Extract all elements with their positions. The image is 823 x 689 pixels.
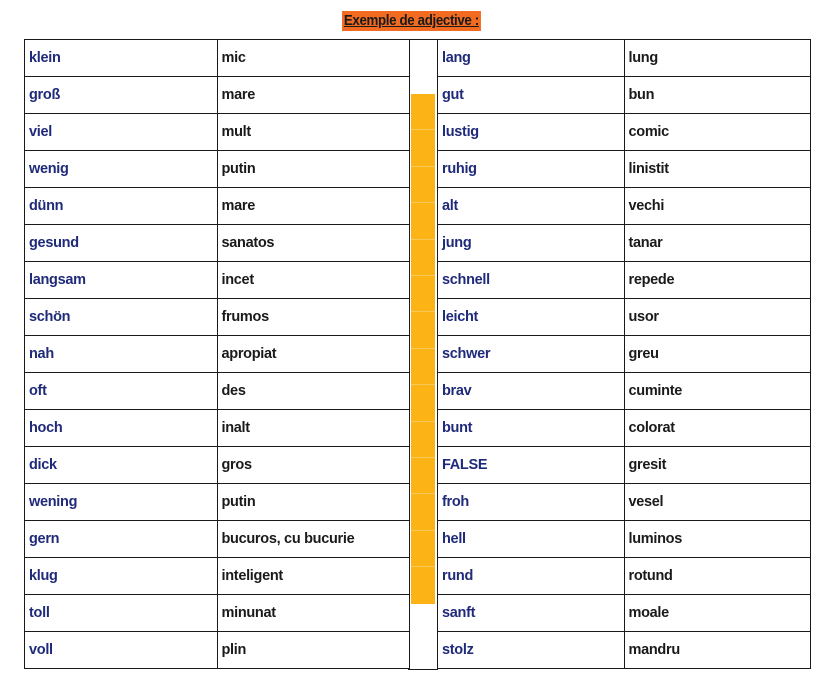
romanian-translation: vesel — [624, 484, 811, 521]
german-word: nah — [25, 336, 218, 373]
table-row — [25, 77, 410, 114]
table-row — [25, 632, 410, 669]
romanian-translation: frumos — [217, 299, 410, 336]
table-row — [438, 410, 811, 447]
romanian-translation: inteligent — [217, 558, 410, 595]
table-row — [438, 40, 811, 77]
adjective-table-left — [24, 39, 410, 669]
german-word: dünn — [25, 188, 218, 225]
german-word: hell — [438, 521, 625, 558]
table-row — [25, 151, 410, 188]
german-word: schnell — [438, 262, 625, 299]
romanian-translation: plin — [217, 632, 410, 669]
romanian-translation: incet — [217, 262, 410, 299]
table-row — [25, 225, 410, 262]
german-word: FALSE — [438, 447, 625, 484]
german-word: alt — [438, 188, 625, 225]
romanian-translation: minunat — [217, 595, 410, 632]
romanian-translation: linistit — [624, 151, 811, 188]
romanian-translation: rotund — [624, 558, 811, 595]
romanian-translation: vechi — [624, 188, 811, 225]
german-word: toll — [25, 595, 218, 632]
german-word: lang — [438, 40, 625, 77]
orange-divider-bar — [411, 94, 435, 604]
table-row — [438, 595, 811, 632]
german-word: lustig — [438, 114, 625, 151]
romanian-translation: mic — [217, 40, 410, 77]
table-row — [25, 114, 410, 151]
table-row — [438, 225, 811, 262]
german-word: froh — [438, 484, 625, 521]
table-row — [438, 299, 811, 336]
table-row — [438, 77, 811, 114]
romanian-translation: moale — [624, 595, 811, 632]
table-row — [25, 40, 410, 77]
romanian-translation: mare — [217, 77, 410, 114]
romanian-translation: putin — [217, 151, 410, 188]
table-row — [438, 151, 811, 188]
german-word: langsam — [25, 262, 218, 299]
german-word: dick — [25, 447, 218, 484]
german-word: gut — [438, 77, 625, 114]
romanian-translation: greu — [624, 336, 811, 373]
table-row — [438, 336, 811, 373]
romanian-translation: bun — [624, 77, 811, 114]
table-row — [25, 373, 410, 410]
german-word: brav — [438, 373, 625, 410]
german-word: stolz — [438, 632, 625, 669]
table-row — [438, 447, 811, 484]
romanian-translation: mandru — [624, 632, 811, 669]
table-row — [438, 558, 811, 595]
table-row — [25, 447, 410, 484]
german-word: gern — [25, 521, 218, 558]
table-row — [438, 262, 811, 299]
german-word: sanft — [438, 595, 625, 632]
table-row — [25, 410, 410, 447]
romanian-translation: mare — [217, 188, 410, 225]
german-word: bunt — [438, 410, 625, 447]
german-word: klug — [25, 558, 218, 595]
german-word: oft — [25, 373, 218, 410]
german-word: leicht — [438, 299, 625, 336]
table-row — [438, 632, 811, 669]
german-word: ruhig — [438, 151, 625, 188]
romanian-translation: sanatos — [217, 225, 410, 262]
romanian-translation: repede — [624, 262, 811, 299]
german-word: schön — [25, 299, 218, 336]
table-row — [25, 188, 410, 225]
romanian-translation: gros — [217, 447, 410, 484]
romanian-translation: tanar — [624, 225, 811, 262]
german-word: viel — [25, 114, 218, 151]
table-row — [438, 114, 811, 151]
romanian-translation: gresit — [624, 447, 811, 484]
table-row — [438, 373, 811, 410]
romanian-translation: inalt — [217, 410, 410, 447]
romanian-translation: apropiat — [217, 336, 410, 373]
romanian-translation: bucuros, cu bucurie — [217, 521, 410, 558]
romanian-translation: luminos — [624, 521, 811, 558]
table-row — [25, 484, 410, 521]
title-container — [0, 11, 823, 31]
table-row — [438, 188, 811, 225]
german-word: schwer — [438, 336, 625, 373]
table-row — [25, 521, 410, 558]
german-word: hoch — [25, 410, 218, 447]
romanian-translation: colorat — [624, 410, 811, 447]
german-word: voll — [25, 632, 218, 669]
german-word: wening — [25, 484, 218, 521]
page-title: Exemple de adjective : — [343, 13, 480, 29]
romanian-translation: des — [217, 373, 410, 410]
romanian-translation: lung — [624, 40, 811, 77]
table-row — [25, 299, 410, 336]
romanian-translation: mult — [217, 114, 410, 151]
table-row — [438, 484, 811, 521]
table-row — [25, 595, 410, 632]
table-row — [25, 262, 410, 299]
german-word: groß — [25, 77, 218, 114]
german-word: rund — [438, 558, 625, 595]
german-word: klein — [25, 40, 218, 77]
german-word: jung — [438, 225, 625, 262]
romanian-translation: comic — [624, 114, 811, 151]
romanian-translation: cuminte — [624, 373, 811, 410]
romanian-translation: usor — [624, 299, 811, 336]
table-row — [25, 558, 410, 595]
table-row — [438, 521, 811, 558]
table-row — [25, 336, 410, 373]
german-word: wenig — [25, 151, 218, 188]
adjective-table-right — [437, 39, 811, 669]
german-word: gesund — [25, 225, 218, 262]
romanian-translation: putin — [217, 484, 410, 521]
